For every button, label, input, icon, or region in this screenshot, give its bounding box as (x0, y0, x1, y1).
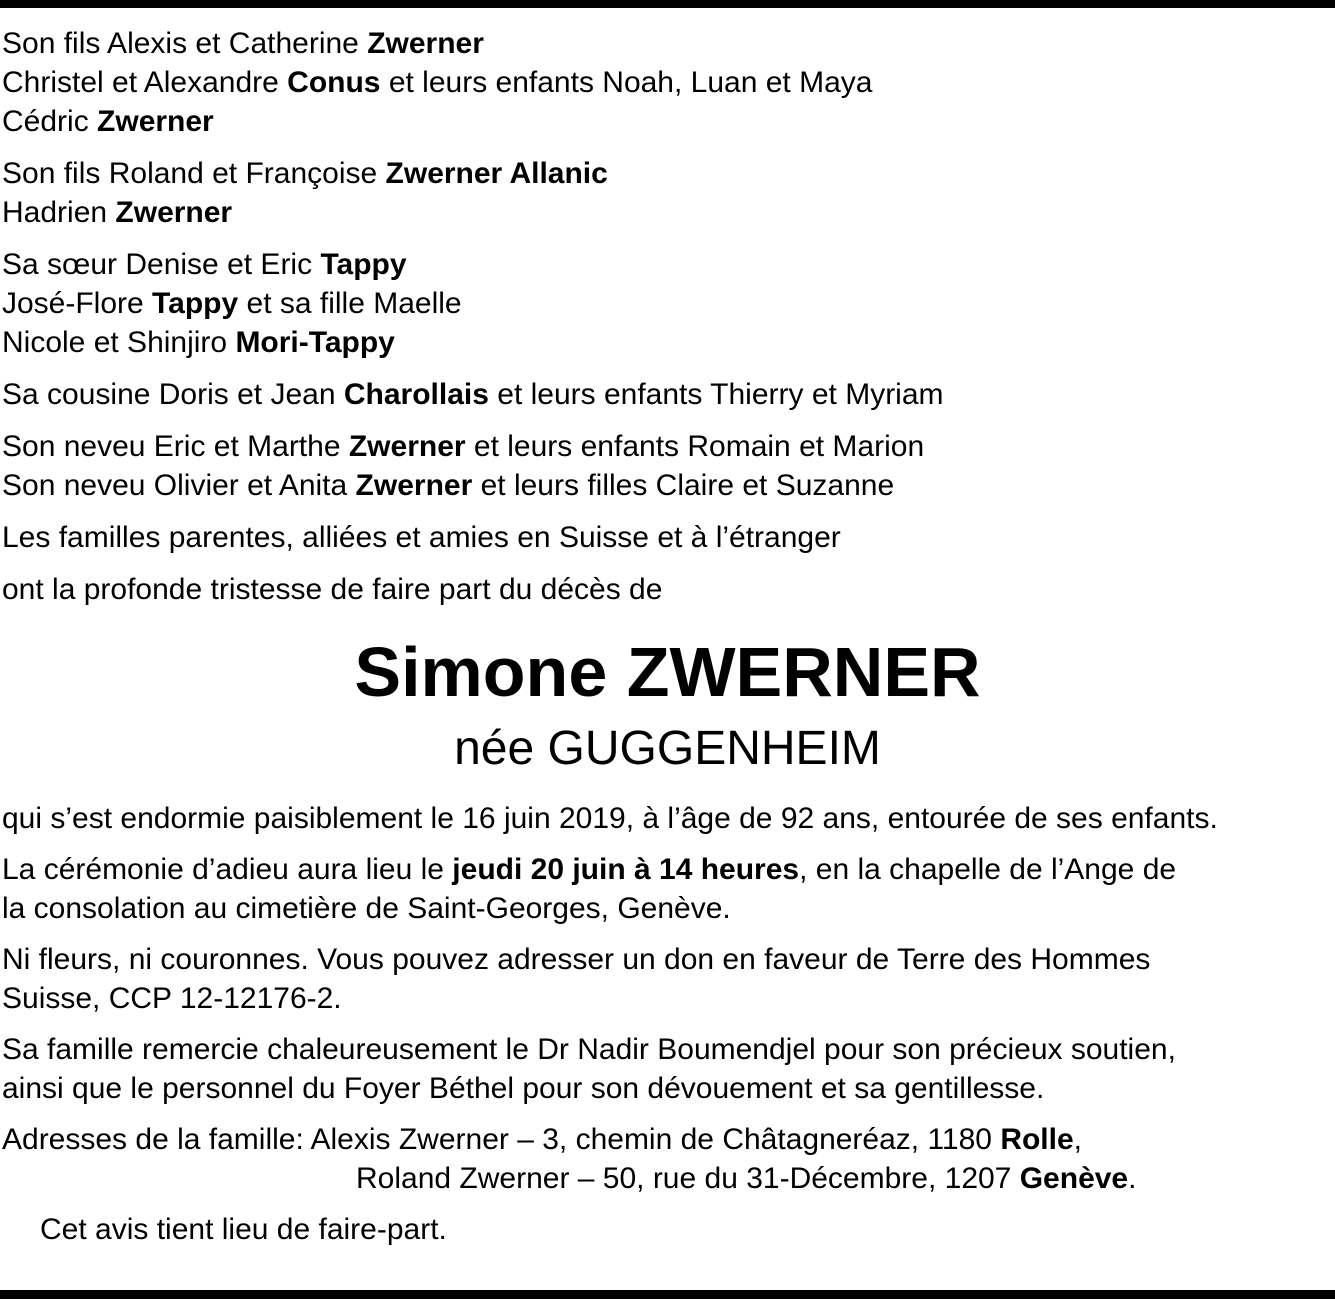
donation-paragraph: Ni fleurs, ni couronnes. Vous pouvez adresser un don en faveur de Terre des Hommes Suisse, CCP 12-12176-2. (2, 943, 1151, 1015)
thanks-paragraph: Sa famille remercie chaleureusement le Dr Nadir Boumendjel pour son précieux soutien, ainsi que le personnel du Foyer Béthel pour son dévouement et sa gentillesse. (2, 1033, 1176, 1105)
family-line: Son fils Roland et Françoise Zwerner Allanic (2, 157, 608, 190)
death-text: qui s’est endormie paisiblement le 16 juin 2019, à l’âge de 92 ans, entourée de ses enfants. (2, 802, 1218, 835)
family-group-1 (2, 24, 1333, 141)
family-line: Cédric Zwerner (2, 105, 214, 138)
family-addresses: Adresses de la famille: Alexis Zwerner – 3, chemin de Châtagneréaz, 1180 Rolle, Roland Zwerner – 50, rue du 31-Décembre, 1207 Genève. (2, 1123, 1137, 1195)
family-group-2 (2, 154, 1333, 232)
obituary-notice (2, 24, 1333, 1249)
family-group-5 (2, 427, 1333, 505)
announcement-line: ont la profonde tristesse de faire part du décès de (2, 573, 663, 606)
family-group-4 (2, 375, 1333, 414)
family-line: Nicole et Shinjiro Mori-Tappy (2, 326, 395, 359)
bottom-rule (0, 1290, 1335, 1299)
maiden-name: née GUGGENHEIM (454, 722, 881, 775)
family-line: Son fils Alexis et Catherine Zwerner (2, 27, 484, 60)
family-line: Sa sœur Denise et Eric Tappy (2, 248, 407, 281)
family-line: Sa cousine Doris et Jean Charollais et leurs enfants Thierry et Myriam (2, 378, 944, 411)
families-line: Les familles parentes, alliées et amies en Suisse et à l’étranger (2, 521, 841, 554)
deceased-block (2, 631, 1333, 781)
family-group-3 (2, 245, 1333, 362)
addresses-label: Adresses de la famille: (2, 1123, 311, 1156)
ceremony-paragraph: La cérémonie d’adieu aura lieu le jeudi 20 juin à 14 heures, en la chapelle de l’Ange de la consolation au cimetière de Saint-Georges, Genève. (2, 853, 1177, 925)
family-line: Son neveu Olivier et Anita Zwerner et leurs filles Claire et Suzanne (2, 469, 895, 502)
family-line: José-Flore Tappy et sa fille Maelle (2, 287, 462, 320)
family-line: Son neveu Eric et Marthe Zwerner et leurs enfants Romain et Marion (2, 430, 925, 463)
deceased-name: Simone ZWERNER (354, 633, 981, 711)
top-rule (0, 0, 1335, 8)
closing-line: Cet avis tient lieu de faire-part. (40, 1213, 447, 1246)
family-line: Hadrien Zwerner (2, 196, 233, 229)
family-line: Christel et Alexandre Conus et leurs enfants Noah, Luan et Maya (2, 66, 873, 99)
